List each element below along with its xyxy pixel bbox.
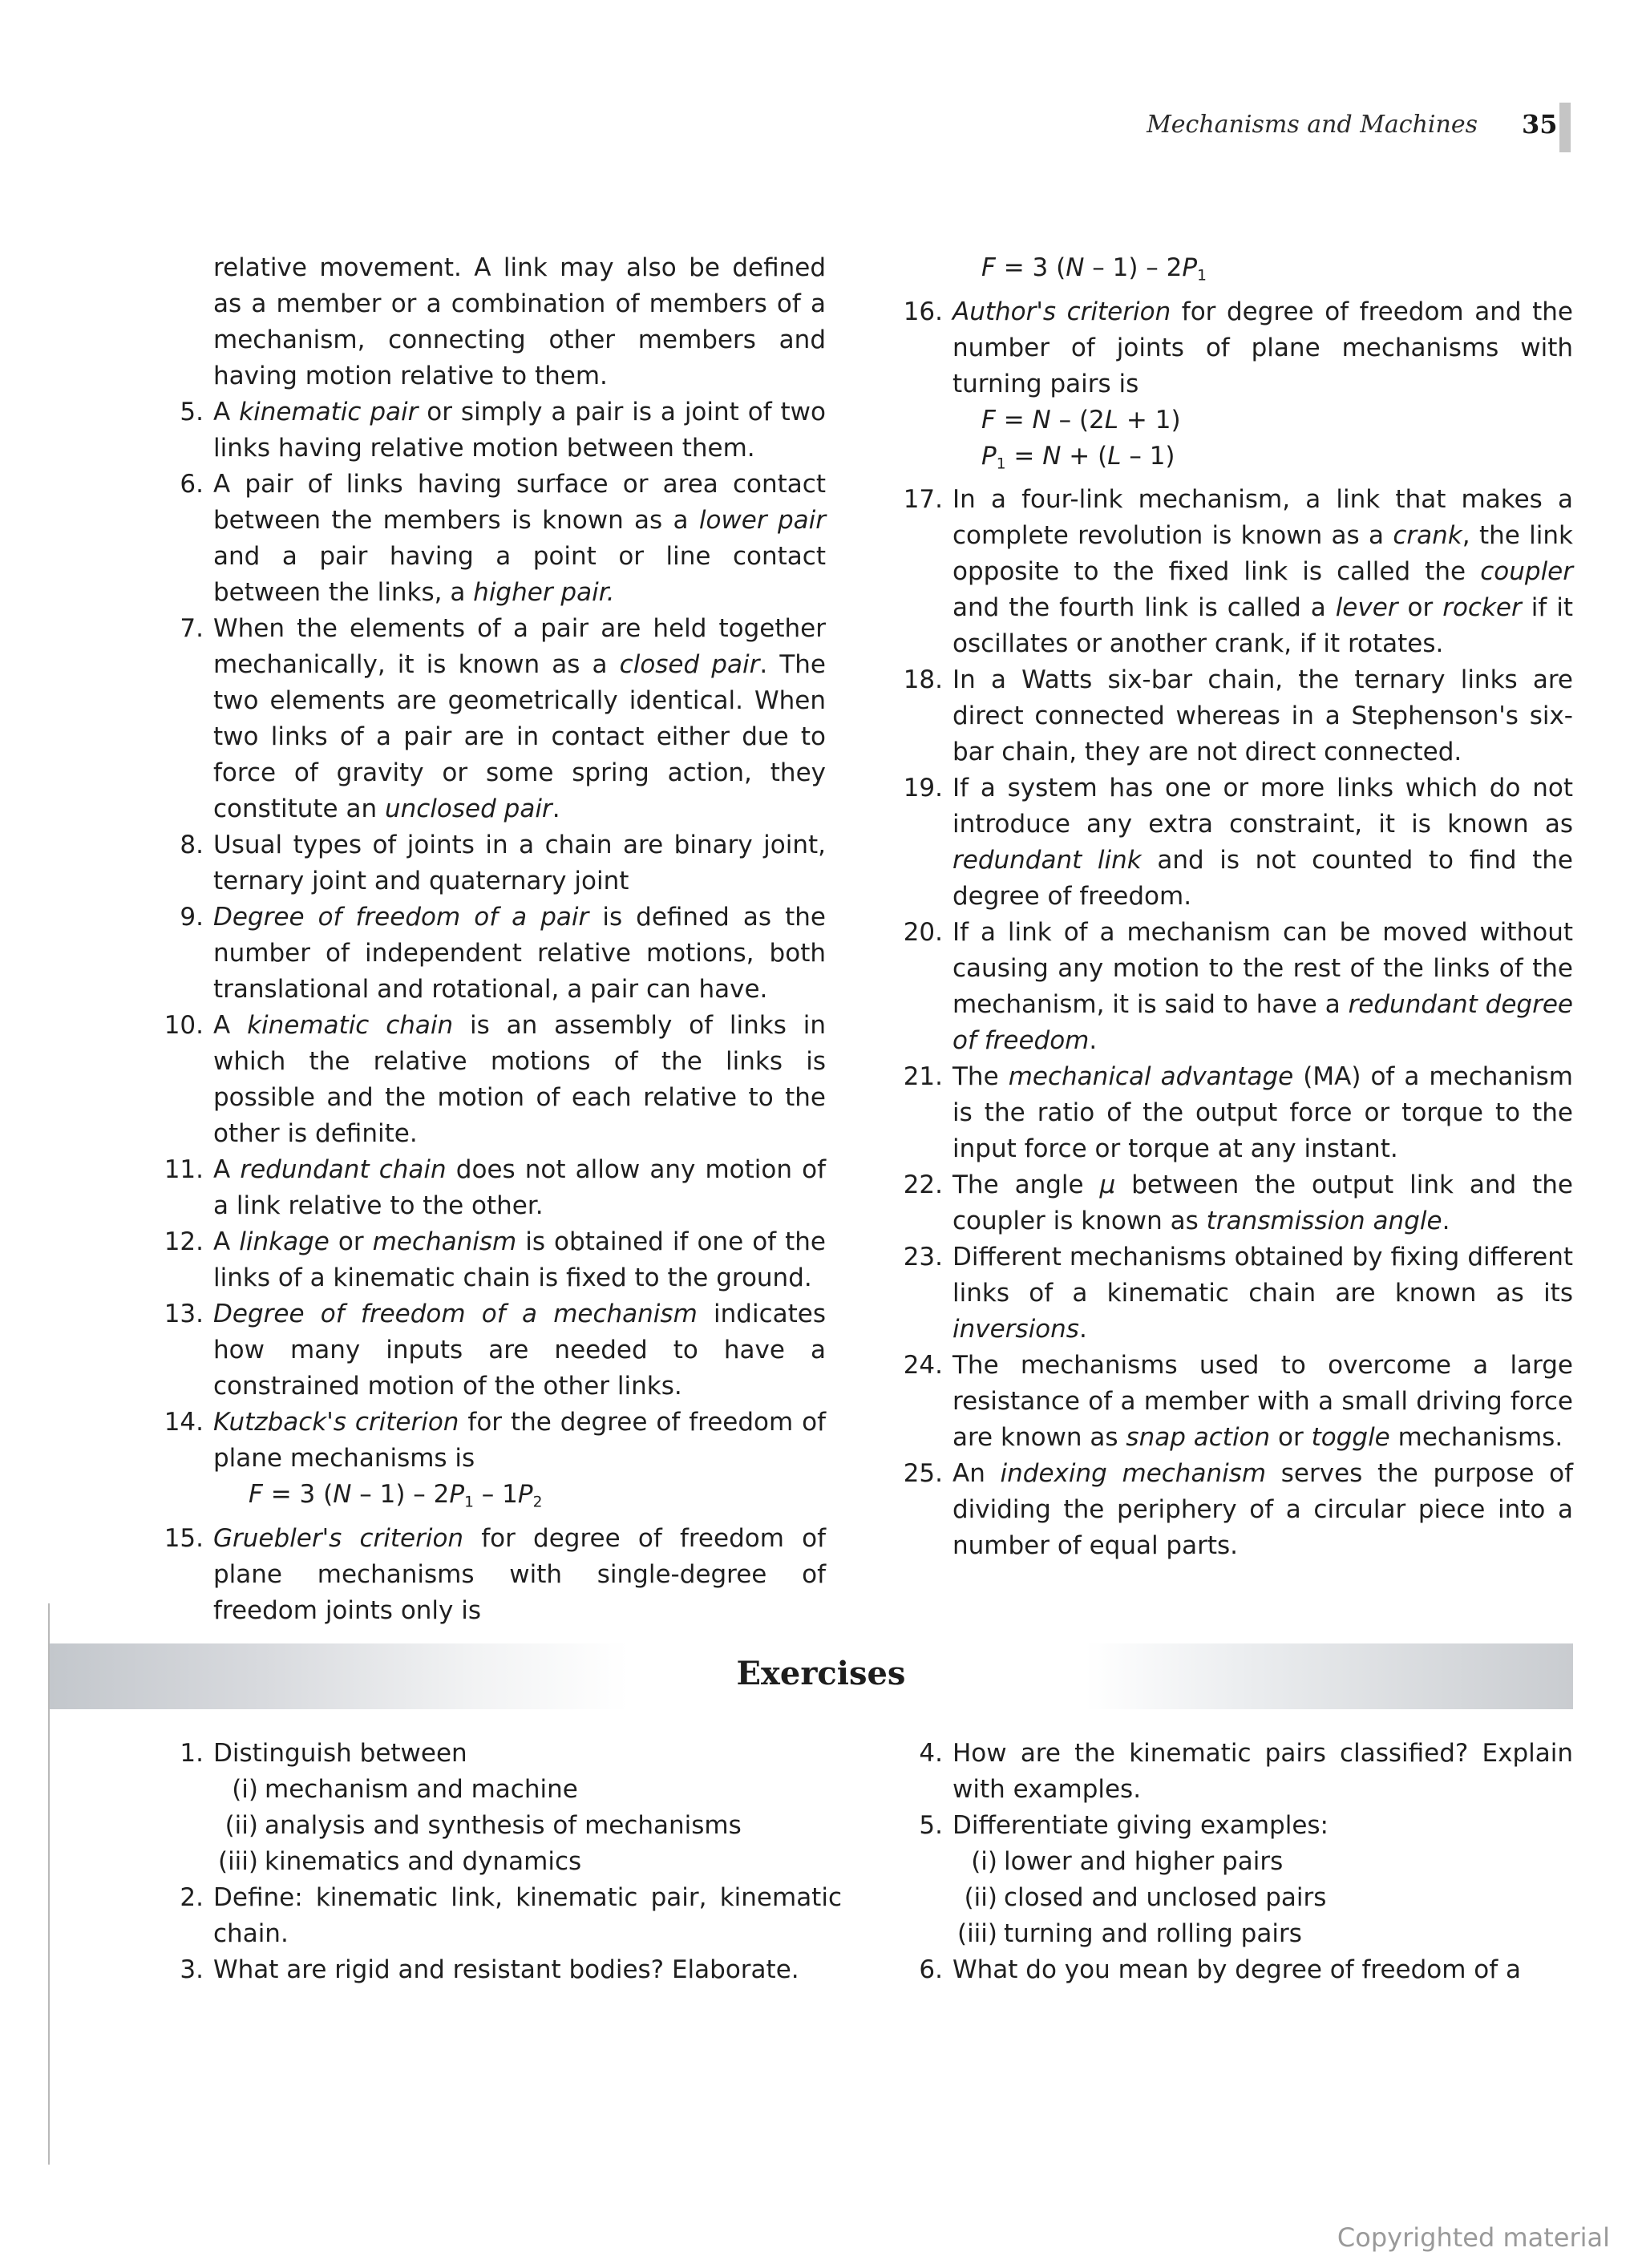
item-text: If a system has one or more links which do not introduce any extra constraint, it is known as redundant link and is not counted to find the degree of freedom. (952, 774, 1573, 912)
exercise-subitem (152, 1844, 842, 1880)
item-text: The angle μ between the output link and the coupler is known as transmission angle. (952, 1170, 1573, 1236)
formula: F = 3 $(N - 1) - 2P_1 - 1P_2$ (249, 1480, 543, 1511)
item-text: An indexing mechanism serves the purpose of dividing the periphery of a circular piece into a number of equal parts. (952, 1459, 1573, 1561)
item-text: Different mechanisms obtained by fixing different links of a kinematic chain are known as its inversions. (952, 1243, 1573, 1344)
list-item (892, 1456, 1573, 1564)
item-text: A redundant chain does not allow any motion of a link relative to the other. (213, 1155, 826, 1220)
exercises-left-column (152, 1736, 842, 1988)
item-text: If a link of a mechanism can be moved without causing any motion to the rest of the links of the mechanism, it is said to have a redundant degree of freedom. (952, 918, 1574, 1056)
exercises-heading: Exercises (736, 1655, 906, 1692)
subitem-text: mechanism and machine (265, 1775, 578, 1804)
item-text: In a four-link mechanism, a link that makes a complete revolution is known as a crank, the link opposite to the fixed link is called the coupler and the fourth link is called a lever or rocker if it oscillates or another crank, if it rotates. (952, 485, 1573, 659)
item-text: A linkage or mechanism is obtained if one of the links of a kinematic chain is fixed to the ground. (213, 1227, 826, 1292)
item-text: Gruebler's criterion for degree of freedom of plane mechanisms with single-degree of freedom joints only is (213, 1523, 826, 1625)
list-item (892, 294, 1573, 402)
item-number: 25. (903, 1459, 943, 1489)
subitem-number: (iii) (217, 1847, 258, 1876)
item-number: 16. (903, 297, 943, 326)
item-number: 5. (180, 398, 204, 427)
list-item (892, 915, 1573, 1059)
exercise-item (892, 1736, 1573, 1808)
list-item (152, 1296, 826, 1405)
item-number: 12. (164, 1227, 204, 1256)
item-number: 18. (903, 665, 943, 695)
exercise-text: Differentiate giving examples: (952, 1811, 1329, 1840)
subitem-number: (i) (232, 1775, 258, 1804)
item-number: 21. (903, 1062, 943, 1092)
formula: $P_1 = N + (L - 1)$ (981, 441, 1175, 473)
item-number: 23. (903, 1243, 943, 1272)
exercise-subitem (892, 1916, 1573, 1952)
item-text: Degree of freedom of a pair is defined as the number of independent relative motions, both translational and rotational, a pair can have. (213, 903, 826, 1004)
item-number: 9. (180, 903, 204, 932)
subitem-text: turning and rolling pairs (1004, 1919, 1302, 1948)
item-number: 20. (903, 918, 943, 948)
item-text: Usual types of joints in a chain are binary joint, ternary joint and quaternary joint (213, 831, 826, 895)
copyright-watermark: Copyrighted material (1337, 2222, 1610, 2253)
exercises-right-column (892, 1736, 1573, 1988)
subitem-text: analysis and synthesis of mechanisms (265, 1811, 742, 1840)
item-number: 22. (903, 1170, 943, 1200)
exercise-number: 1. (180, 1739, 204, 1768)
list-item (152, 1521, 826, 1629)
list-item (892, 482, 1573, 662)
exercise-subitem (892, 1844, 1573, 1880)
exercise-item (892, 1808, 1573, 1844)
exercise-item (152, 1736, 842, 1772)
item-number: 13. (164, 1300, 204, 1328)
summary-list-left (152, 394, 826, 1629)
subitem-number: (i) (971, 1847, 997, 1876)
subitem-text: closed and unclosed pairs (1004, 1883, 1327, 1912)
list-item (152, 1152, 826, 1224)
list-item (152, 900, 826, 1008)
item-number: 17. (903, 485, 943, 515)
subitem-number: (ii) (224, 1811, 258, 1840)
item-text: A kinematic chain is an assembly of links in which the relative motions of the links is possible and the motion of each relative to the other is definite. (213, 1011, 826, 1148)
list-item (152, 1008, 826, 1152)
exercise-item (152, 1880, 842, 1952)
list-item (892, 662, 1573, 770)
item-text: A kinematic pair or simply a pair is a joint of two links having relative motion between them. (213, 398, 826, 463)
exercise-number: 3. (180, 1955, 204, 1984)
list-item (152, 1405, 826, 1477)
formula: F = N – (2L + 1) (981, 405, 1181, 435)
exercise-number: 4. (919, 1739, 943, 1768)
exercise-text: Distinguish between (213, 1739, 467, 1768)
item-text: Kutzback's criterion for the degree of freedom of plane mechanisms is (213, 1408, 827, 1473)
exercise-number: 2. (180, 1883, 204, 1912)
exercise-subitem (892, 1880, 1573, 1916)
list-item (892, 1348, 1573, 1456)
subitem-text: lower and higher pairs (1004, 1847, 1284, 1876)
summary-left-column (152, 250, 826, 1629)
continuation-paragraph: relative movement. A link may also be defined as a member or a combination of members of a mechanism, connecting other members and having motion relative to them. (213, 253, 826, 390)
item-text: The mechanisms used to overcome a large resistance of a member with a small driving force are known as snap action or toggle mechanisms. (952, 1351, 1573, 1453)
list-item (892, 1167, 1573, 1239)
exercise-text: What are rigid and resistant bodies? Elaborate. (213, 1955, 799, 1984)
exercise-text: Define: kinematic link, kinematic pair, kinematic chain. (213, 1883, 842, 1948)
exercise-number: 5. (919, 1811, 943, 1840)
exercise-subitem (152, 1772, 842, 1808)
list-item (152, 394, 826, 467)
item-number: 15. (164, 1523, 204, 1553)
subitem-number: (ii) (964, 1883, 997, 1912)
item-text: A pair of links having surface or area contact between the members is known as a lower pair and a pair having a point or line contact between the links, a higher pair. (213, 470, 826, 607)
list-item (892, 1239, 1573, 1348)
item-text: Degree of freedom of a mechanism indicates how many inputs are needed to have a constrained motion of the other links. (213, 1300, 827, 1401)
item-number: 7. (180, 614, 204, 643)
item-number: 8. (180, 831, 204, 859)
item-text: The mechanical advantage (MA) of a mechanism is the ratio of the output force or torque to the input force or torque at any instant. (952, 1062, 1574, 1164)
gruebler-formula: F = 3 $(N - 1) - 2P_1$ (981, 253, 1207, 285)
exercise-item (152, 1952, 842, 1988)
subitem-text: kinematics and dynamics (265, 1847, 582, 1876)
item-text: Author's criterion for degree of freedom and the number of joints of plane mechanisms with turning pairs is (952, 297, 1573, 398)
list-item (152, 1224, 826, 1296)
list-item (152, 827, 826, 900)
running-header-title: Mechanisms and Machines (1147, 111, 1478, 139)
summary-list-right (892, 294, 1573, 1565)
exercise-subitem (152, 1808, 842, 1844)
exercise-item (892, 1952, 1573, 1988)
item-number: 11. (164, 1155, 204, 1184)
item-text: When the elements of a pair are held together mechanically, it is known as a closed pair. The two elements are geometrically identical. When two links of a pair are in contact either due to force of gravity or some spring action, they constitute an unclosed pair. (213, 614, 826, 823)
item-text: In a Watts six-bar chain, the ternary links are direct connected whereas in a Stephenson's six-bar chain, they are not direct connected. (952, 665, 1573, 767)
list-item (152, 467, 826, 611)
page-number: 35 (1522, 109, 1558, 139)
exercise-number: 6. (919, 1955, 943, 1984)
margin-line (48, 1603, 50, 2165)
item-number: 14. (164, 1408, 204, 1437)
item-number: 19. (903, 774, 943, 803)
header-edge-marker (1559, 103, 1571, 152)
item-number: 24. (903, 1351, 943, 1381)
list-item (892, 1059, 1573, 1167)
summary-right-column (892, 250, 1573, 1564)
list-item (892, 770, 1573, 915)
exercise-text: How are the kinematic pairs classified? Explain with examples. (952, 1739, 1573, 1804)
subitem-number: (iii) (956, 1919, 997, 1948)
exercise-text: What do you mean by degree of freedom of a (952, 1955, 1522, 1984)
list-item (152, 611, 826, 827)
item-number: 10. (164, 1011, 204, 1040)
item-number: 6. (180, 470, 204, 499)
